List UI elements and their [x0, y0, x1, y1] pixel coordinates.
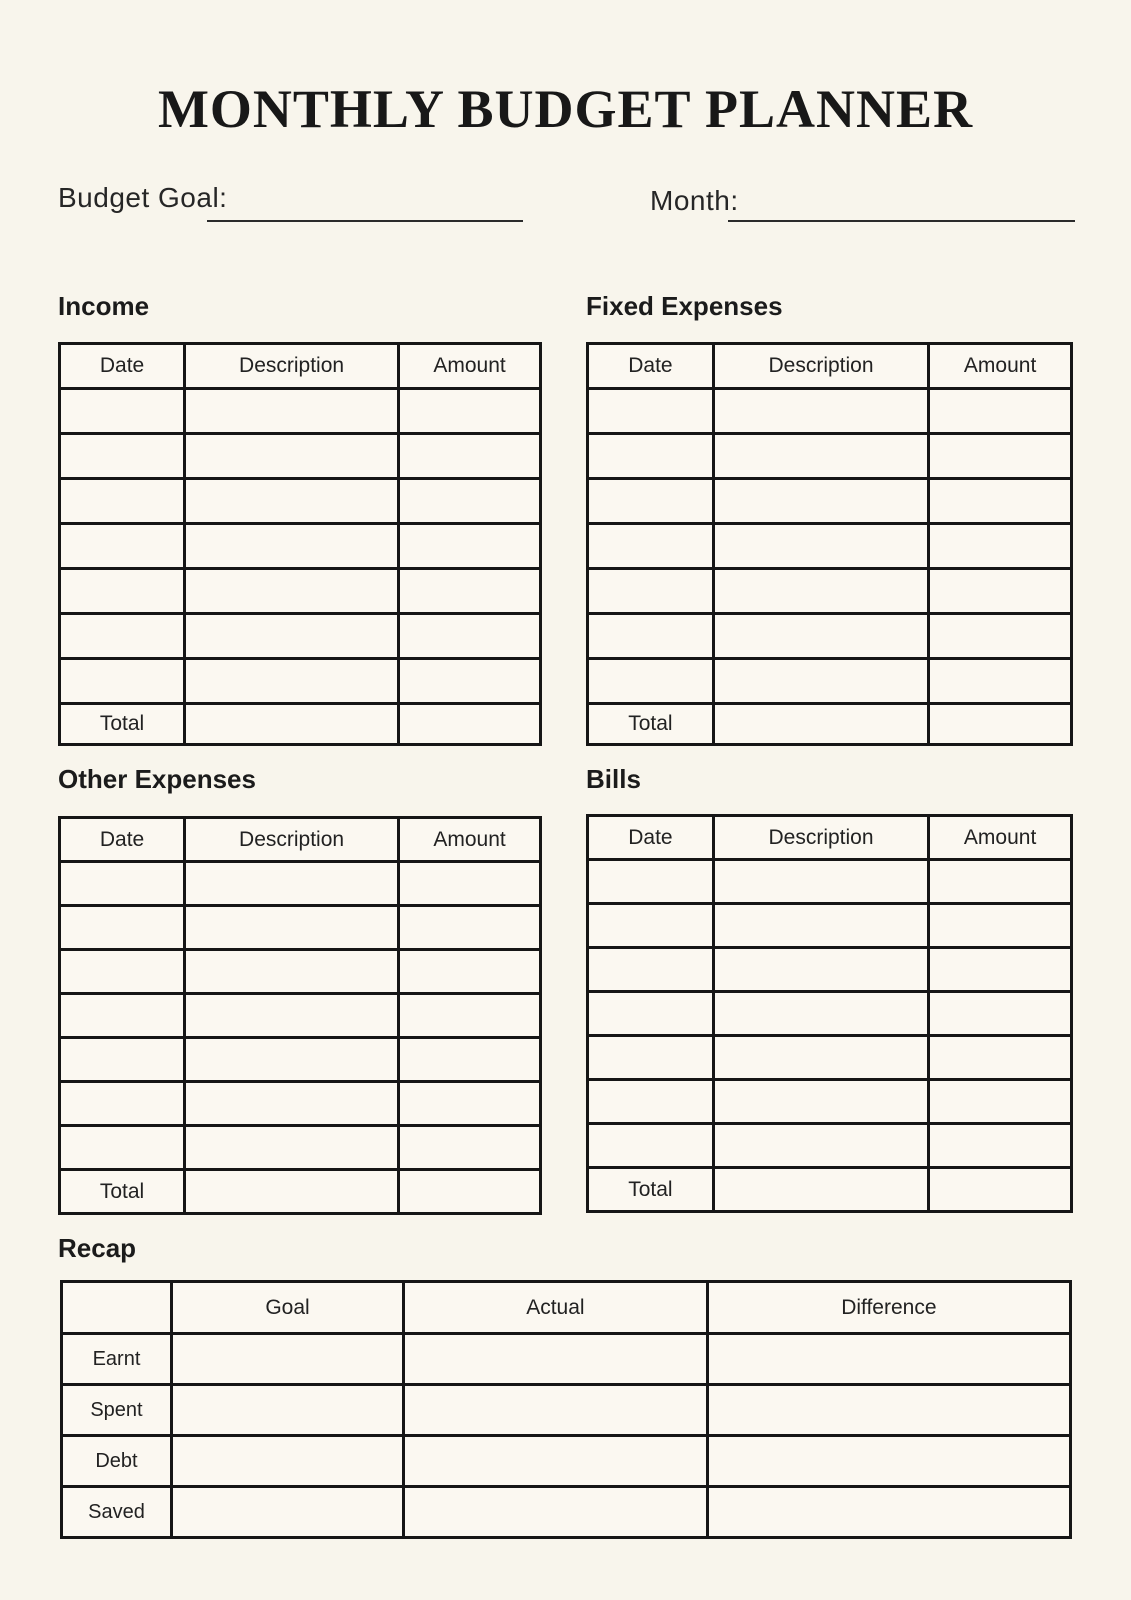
fixed-expenses-col-description: Description	[713, 344, 928, 389]
empty-cell[interactable]	[929, 434, 1072, 479]
empty-cell[interactable]	[185, 659, 399, 704]
table-row	[588, 569, 1072, 614]
empty-cell[interactable]	[185, 389, 399, 434]
empty-cell[interactable]	[588, 659, 714, 704]
table-row	[60, 1082, 541, 1126]
empty-cell[interactable]	[399, 1038, 541, 1082]
empty-cell[interactable]	[713, 479, 928, 524]
empty-cell[interactable]	[185, 614, 399, 659]
income-total-value[interactable]	[399, 704, 541, 745]
section-heading-bills: Bills	[586, 764, 641, 794]
empty-cell[interactable]	[60, 906, 185, 950]
empty-cell[interactable]	[929, 904, 1072, 948]
table-row	[588, 1080, 1072, 1124]
empty-cell[interactable]	[929, 389, 1072, 434]
table-row	[588, 1124, 1072, 1168]
empty-cell[interactable]	[399, 524, 541, 569]
table-row	[60, 950, 541, 994]
other-expenses-table	[58, 816, 542, 1215]
empty-cell[interactable]	[707, 1436, 1070, 1487]
recap-row	[62, 1385, 1071, 1436]
empty-cell[interactable]	[185, 1126, 399, 1170]
recap-row	[62, 1334, 1071, 1385]
empty-cell[interactable]	[588, 992, 714, 1036]
recap-col-actual: Actual	[404, 1282, 708, 1334]
table-row	[60, 479, 541, 524]
empty-cell[interactable]	[713, 948, 928, 992]
fixed-expenses-total-row	[588, 704, 1072, 745]
empty-cell[interactable]	[60, 994, 185, 1038]
empty-cell[interactable]	[399, 994, 541, 1038]
empty-cell[interactable]	[185, 994, 399, 1038]
empty-cell[interactable]	[171, 1385, 403, 1436]
empty-cell[interactable]	[185, 906, 399, 950]
empty-cell[interactable]	[707, 1334, 1070, 1385]
bills-total-row	[588, 1168, 1072, 1212]
empty-cell[interactable]	[929, 569, 1072, 614]
table-row	[60, 659, 541, 704]
empty-cell[interactable]	[588, 479, 714, 524]
empty-cell[interactable]	[588, 948, 714, 992]
other-expenses-col-amount: Amount	[399, 818, 541, 862]
empty-cell[interactable]	[713, 1080, 928, 1124]
month-input-line[interactable]	[728, 196, 1075, 222]
recap-row	[62, 1487, 1071, 1538]
empty-cell[interactable]	[171, 1487, 403, 1538]
recap-header-row	[62, 1282, 1071, 1334]
empty-cell[interactable]	[399, 389, 541, 434]
empty-cell[interactable]	[929, 1124, 1072, 1168]
empty-cell[interactable]	[185, 479, 399, 524]
empty-cell[interactable]	[171, 1334, 403, 1385]
empty-cell[interactable]	[588, 1080, 714, 1124]
empty-cell[interactable]	[60, 389, 185, 434]
section-heading-recap: Recap	[58, 1233, 137, 1263]
empty-cell[interactable]	[588, 434, 714, 479]
recap-row	[62, 1436, 1071, 1487]
income-total-label: Total	[60, 704, 185, 745]
empty-cell[interactable]	[404, 1334, 708, 1385]
empty-cell[interactable]	[399, 1082, 541, 1126]
empty-cell[interactable]	[60, 950, 185, 994]
income-col-amount: Amount	[399, 344, 541, 389]
empty-cell[interactable]	[707, 1487, 1070, 1538]
empty-cell[interactable]	[929, 659, 1072, 704]
empty-cell[interactable]	[713, 860, 928, 904]
table-row	[588, 614, 1072, 659]
bills-col-amount: Amount	[929, 816, 1072, 860]
table-row	[60, 614, 541, 659]
empty-cell[interactable]	[399, 950, 541, 994]
budget-goal-input-line[interactable]	[207, 196, 523, 222]
recap-col-difference: Difference	[707, 1282, 1070, 1334]
table-row	[60, 906, 541, 950]
empty-cell[interactable]	[713, 659, 928, 704]
recap-table	[60, 1280, 1072, 1539]
empty-cell[interactable]	[404, 1487, 708, 1538]
other-expenses-total-label: Total	[60, 1170, 185, 1214]
empty-cell[interactable]	[929, 479, 1072, 524]
other-expenses-col-date: Date	[60, 818, 185, 862]
empty-cell[interactable]	[713, 389, 928, 434]
income-header-row	[60, 344, 541, 389]
bills-total-label: Total	[588, 1168, 714, 1212]
empty-cell[interactable]	[399, 1126, 541, 1170]
page-title: MONTHLY BUDGET PLANNER	[157, 79, 974, 139]
table-row	[588, 434, 1072, 479]
table-row	[588, 948, 1072, 992]
empty-cell[interactable]	[60, 1082, 185, 1126]
empty-cell[interactable]	[707, 1385, 1070, 1436]
empty-cell[interactable]	[60, 524, 185, 569]
section-heading-other-expenses: Other Expenses	[58, 764, 256, 794]
budget-goal-label: Budget Goal:	[58, 182, 228, 213]
fixed-expenses-col-amount: Amount	[929, 344, 1072, 389]
table-row	[588, 389, 1072, 434]
empty-cell[interactable]	[404, 1436, 708, 1487]
empty-cell[interactable]	[929, 948, 1072, 992]
empty-cell[interactable]	[399, 659, 541, 704]
table-row	[60, 434, 541, 479]
empty-cell[interactable]	[399, 906, 541, 950]
empty-cell[interactable]	[713, 569, 928, 614]
other-expenses-col-description: Description	[185, 818, 399, 862]
empty-cell[interactable]	[588, 389, 714, 434]
empty-cell[interactable]	[588, 860, 714, 904]
empty-cell[interactable]	[929, 524, 1072, 569]
empty-cell[interactable]	[185, 1038, 399, 1082]
empty-cell[interactable]	[929, 1036, 1072, 1080]
empty-cell[interactable]	[588, 569, 714, 614]
table-row	[588, 904, 1072, 948]
empty-cell[interactable]	[713, 614, 928, 659]
empty-cell[interactable]	[713, 1124, 928, 1168]
table-row	[588, 479, 1072, 524]
table-row	[588, 992, 1072, 1036]
recap-row-label: Spent	[62, 1385, 172, 1436]
empty-cell[interactable]	[60, 659, 185, 704]
empty-cell[interactable]	[60, 479, 185, 524]
other-expenses-total-value[interactable]	[399, 1170, 541, 1214]
recap-corner-cell	[62, 1282, 172, 1334]
empty-cell[interactable]	[929, 860, 1072, 904]
table-row	[588, 860, 1072, 904]
month-label: Month:	[650, 185, 739, 216]
empty-cell[interactable]	[713, 1168, 928, 1212]
empty-cell[interactable]	[185, 434, 399, 479]
empty-cell[interactable]	[399, 614, 541, 659]
empty-cell[interactable]	[929, 992, 1072, 1036]
bills-header-row	[588, 816, 1072, 860]
empty-cell[interactable]	[185, 524, 399, 569]
recap-row-label: Earnt	[62, 1334, 172, 1385]
empty-cell[interactable]	[185, 950, 399, 994]
empty-cell[interactable]	[588, 524, 714, 569]
recap-row-label: Debt	[62, 1436, 172, 1487]
table-row	[60, 994, 541, 1038]
empty-cell[interactable]	[929, 1080, 1072, 1124]
section-heading-income: Income	[58, 291, 150, 321]
table-row	[60, 389, 541, 434]
table-row	[60, 524, 541, 569]
empty-cell[interactable]	[399, 479, 541, 524]
fixed-expenses-header-row	[588, 344, 1072, 389]
empty-cell[interactable]	[60, 614, 185, 659]
empty-cell[interactable]	[713, 992, 928, 1036]
bills-col-date: Date	[588, 816, 714, 860]
empty-cell[interactable]	[60, 1038, 185, 1082]
empty-cell[interactable]	[713, 704, 928, 745]
other-expenses-total-row	[60, 1170, 541, 1214]
empty-cell[interactable]	[171, 1436, 403, 1487]
income-col-description: Description	[185, 344, 399, 389]
empty-cell[interactable]	[185, 1082, 399, 1126]
empty-cell[interactable]	[588, 904, 714, 948]
empty-cell[interactable]	[929, 614, 1072, 659]
empty-cell[interactable]	[399, 862, 541, 906]
empty-cell[interactable]	[588, 614, 714, 659]
table-row	[588, 524, 1072, 569]
empty-cell[interactable]	[60, 569, 185, 614]
table-row	[60, 569, 541, 614]
table-row	[588, 659, 1072, 704]
empty-cell[interactable]	[185, 1170, 399, 1214]
bills-table	[586, 814, 1073, 1213]
empty-cell[interactable]	[713, 904, 928, 948]
empty-cell[interactable]	[588, 1036, 714, 1080]
table-row	[60, 1038, 541, 1082]
fixed-expenses-total-value[interactable]	[929, 704, 1072, 745]
empty-cell[interactable]	[399, 569, 541, 614]
empty-cell[interactable]	[404, 1385, 708, 1436]
bills-col-description: Description	[713, 816, 928, 860]
table-row	[588, 1036, 1072, 1080]
table-row	[60, 1126, 541, 1170]
bills-total-value[interactable]	[929, 1168, 1072, 1212]
fixed-expenses-table	[586, 342, 1073, 746]
recap-row-label: Saved	[62, 1487, 172, 1538]
income-table	[58, 342, 542, 746]
section-heading-fixed-expenses: Fixed Expenses	[586, 291, 783, 321]
empty-cell[interactable]	[399, 434, 541, 479]
empty-cell[interactable]	[713, 524, 928, 569]
empty-cell[interactable]	[185, 569, 399, 614]
fixed-expenses-col-date: Date	[588, 344, 714, 389]
other-expenses-header-row	[60, 818, 541, 862]
empty-cell[interactable]	[185, 704, 399, 745]
income-col-date: Date	[60, 344, 185, 389]
table-row	[60, 862, 541, 906]
empty-cell[interactable]	[60, 434, 185, 479]
empty-cell[interactable]	[60, 862, 185, 906]
empty-cell[interactable]	[185, 862, 399, 906]
recap-col-goal: Goal	[171, 1282, 403, 1334]
empty-cell[interactable]	[60, 1126, 185, 1170]
fixed-expenses-total-label: Total	[588, 704, 714, 745]
income-total-row	[60, 704, 541, 745]
empty-cell[interactable]	[588, 1124, 714, 1168]
empty-cell[interactable]	[713, 1036, 928, 1080]
empty-cell[interactable]	[713, 434, 928, 479]
